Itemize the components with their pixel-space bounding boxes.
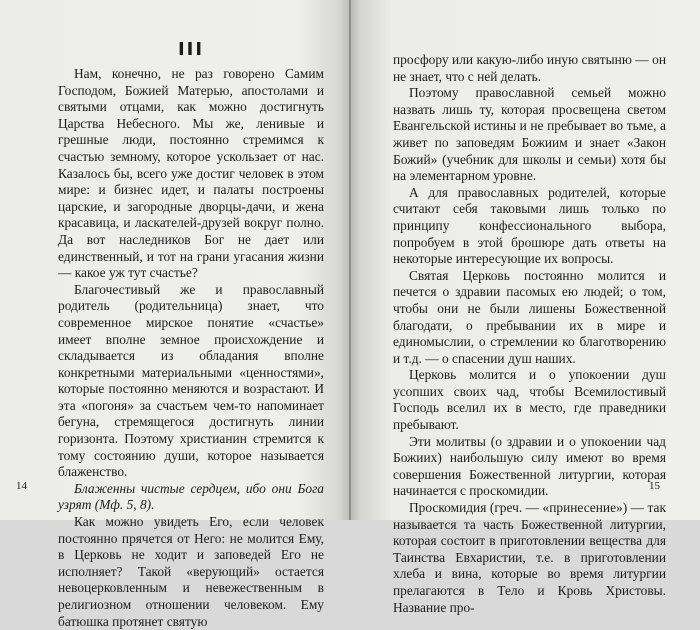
scripture-quote: Блаженны чистые сердцем, ибо они Бога узрят (Мф. 5, 8). (58, 480, 324, 513)
paragraph: Поэтому православной семьей можно назвать лишь ту, которая просвещена светом Евангельской истины и не пребывает во тьме, а живет по заповедям Божиим и знает «Закон Божий» (учебник для школы и семьи) хотя бы на элементарном уровне. (393, 85, 666, 184)
paragraph: Благочестивый же и православный родитель (родительница) знает, что современное мирское понятие «счастье» имеет вполне земное происхождение и складывается из обладания вполне конкретными материальными «ценностями», которые постоянно меняются и возрастают. И эта «погоня» за счастьем чем-то напоминает бегуна, стремящегося достигнуть линии горизонта. Поэтому христианин стремится к тому состоянию души, которое называется блаженство. (58, 281, 324, 480)
chapter-heading: III (177, 39, 205, 60)
paragraph: Как можно увидеть Его, если человек постоянно прячется от Него: не молится Ему, в Церковь не ходит и заповедей Его не исполняет? Такой «верующий» остается невоцерковленным и невежественным в религиозном отношении человеком. Ему батюшка протянет святую (58, 514, 324, 629)
right-page-text (393, 52, 666, 616)
paragraph: Эти молитвы (о здравии и о упокоении чад Божиих) наибольшую силу имеют во время совершения Божественной литургии, которая начинается с проскомидии. (393, 433, 666, 499)
paragraph-continuation: просфору или какую-либо иную святыню — он не знает, что с ней делать. (393, 52, 666, 84)
right-page (350, 0, 700, 615)
paragraph: Нам, конечно, не раз говорено Самим Господом, Божией Матерью, апостолами и святыми отцами, как можно достигнуть Царства Небесного. Мы же, ленивые и грешные люди, постоянно стремимся к счастью земному, которое ускользает от нас. Казалось бы, всего уже достиг человек в этом мире: и бизнес идет, и палаты построены царские, и загородные дворцы-дачи, и жена красавица, и ласкателей-друзей вокруг полно. Да вот наследников Бог не дает или единственный, и тот на грани угасания жизни — какое уж тут счастье? (58, 66, 324, 281)
paragraph: Церковь молится и о упокоении душ усопших своих чад, чтобы Всемилостивый Господь вселил их в место, где праведники пребывают. (393, 367, 666, 433)
paragraph: А для православных родителей, которые считают себя таковыми лишь только по принципу конфессионального выбора, попробуем в этой брошюре дать ответы на некоторые интересующие их вопросы. (393, 184, 666, 267)
paragraph: Святая Церковь постоянно молится и печется о здравии пасомых ею людей; о том, чтобы они не были лишены Божественной благодати, о пребывании их в мире и единомыслии, о стремлении ко благотворению и т.д. — о спасении душ наших. (393, 267, 666, 366)
left-page-text (58, 66, 324, 630)
page-number-left: 14 (16, 480, 27, 492)
page-number-right: 15 (649, 480, 660, 492)
book-gutter (349, 0, 351, 520)
paragraph: Проскомидия (греч. — «принесение») — так называется та часть Божественной литургии, которая состоит в приготовлении вещества для Таинства Евхаристии, т.е. в приготовлении хлеба и вина, которые во время литургии прелагаются в Тело и Кровь Христовы. Название про- (393, 500, 666, 615)
left-page (0, 0, 350, 629)
